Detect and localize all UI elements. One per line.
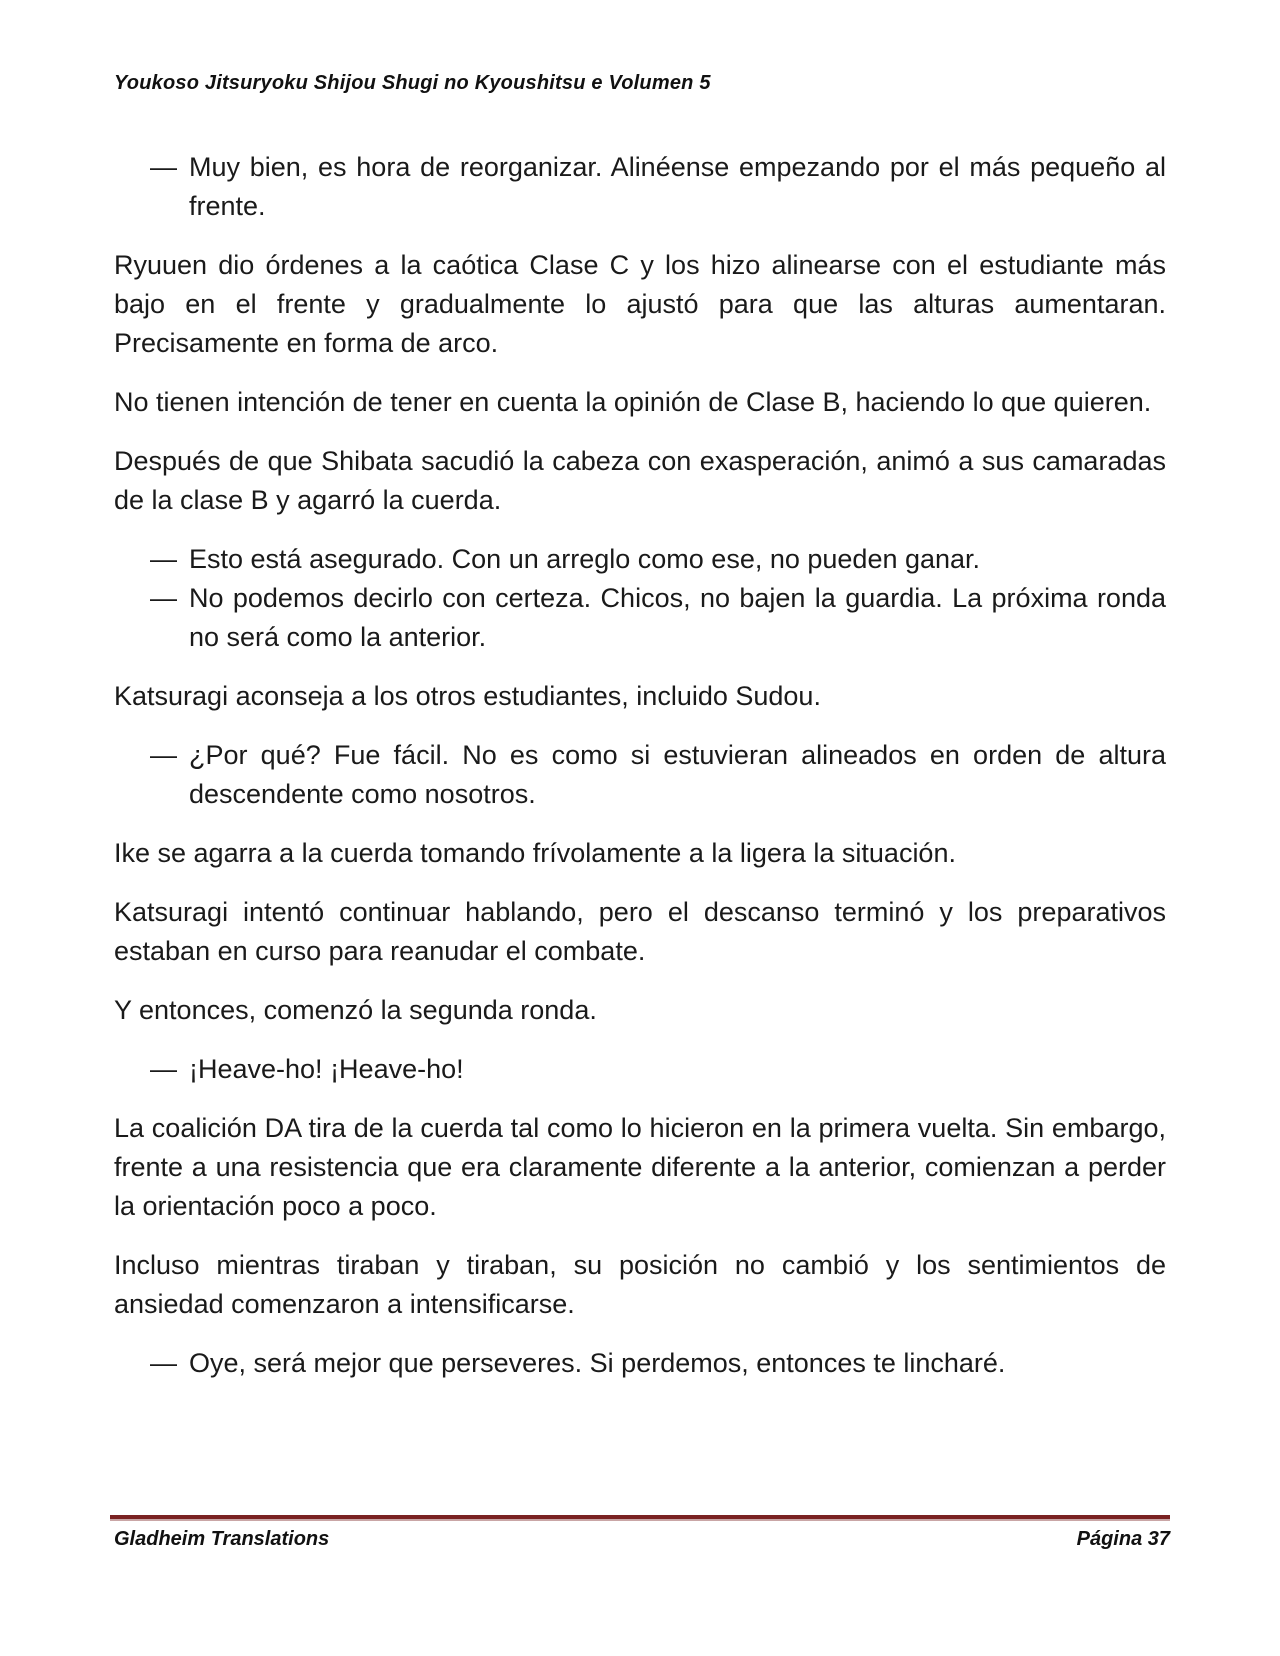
dialogue-group: [114, 540, 1166, 657]
paragraph: No tienen intención de tener en cuenta la opinión de Clase B, haciendo lo que quieren.: [114, 387, 1152, 417]
dialogue-dash: —: [150, 544, 177, 574]
footer-divider: [110, 1515, 1170, 1521]
paragraph: La coalición DA tira de la cuerda tal como lo hicieron en la primera vuelta. Sin embargo, frente a una resistencia que era claramente diferente a la anterior, comienzan a perder la orientación poco a poco.: [114, 1113, 1166, 1221]
dialogue-dash: —: [150, 740, 177, 770]
page-header-title: Youkoso Jitsuryoku Shijou Shugi no Kyoushitsu e Volumen 5: [114, 72, 711, 94]
dialogue-group: [114, 148, 1166, 226]
dialogue-group: [114, 736, 1166, 814]
dialogue-line: [114, 540, 1166, 579]
paragraph: Y entonces, comenzó la segunda ronda.: [114, 995, 597, 1025]
dialogue-text: No podemos decirlo con certeza. Chicos, no bajen la guardia. La próxima ronda no será como la anterior.: [189, 583, 1166, 652]
paragraph: Después de que Shibata sacudió la cabeza con exasperación, animó a sus camaradas de la clase B y agarró la cuerda.: [114, 446, 1166, 515]
footer-translator: Gladheim Translations: [114, 1528, 330, 1550]
paragraph: Ryuuen dio órdenes a la caótica Clase C y los hizo alinearse con el estudiante más bajo en el frente y gradualmente lo ajustó para que las alturas aumentaran. Precisamente en forma de arco.: [114, 250, 1166, 358]
page-body: [114, 148, 1166, 1403]
dialogue-line: [114, 736, 1166, 814]
dialogue-text: ¡Heave-ho! ¡Heave-ho!: [189, 1054, 464, 1084]
dialogue-dash: —: [150, 1054, 177, 1084]
footer-page-number: Página 37: [1076, 1528, 1170, 1550]
dialogue-text: Oye, será mejor que perseveres. Si perdemos, entonces te lincharé.: [189, 1348, 1006, 1378]
dialogue-dash: —: [150, 583, 177, 613]
paragraph: Incluso mientras tiraban y tiraban, su posición no cambió y los sentimientos de ansiedad comenzaron a intensificarse.: [114, 1250, 1166, 1319]
dialogue-line: [114, 579, 1166, 657]
dialogue-text: Esto está asegurado. Con un arreglo como ese, no pueden ganar.: [189, 544, 981, 574]
dialogue-group: [114, 1050, 1166, 1089]
dialogue-dash: —: [150, 152, 177, 182]
dialogue-dash: —: [150, 1348, 177, 1378]
dialogue-line: [114, 148, 1166, 226]
dialogue-text: Muy bien, es hora de reorganizar. Alinéense empezando por el más pequeño al frente.: [189, 152, 1166, 221]
dialogue-line: [114, 1344, 1166, 1383]
paragraph: Ike se agarra a la cuerda tomando frívolamente a la ligera la situación.: [114, 838, 956, 868]
dialogue-group: [114, 1344, 1166, 1383]
paragraph: Katsuragi aconseja a los otros estudiantes, incluido Sudou.: [114, 681, 821, 711]
dialogue-line: [114, 1050, 1166, 1089]
dialogue-text: ¿Por qué? Fue fácil. No es como si estuvieran alineados en orden de altura descendente como nosotros.: [189, 740, 1166, 809]
paragraph: Katsuragi intentó continuar hablando, pero el descanso terminó y los preparativos estaban en curso para reanudar el combate.: [114, 897, 1166, 966]
